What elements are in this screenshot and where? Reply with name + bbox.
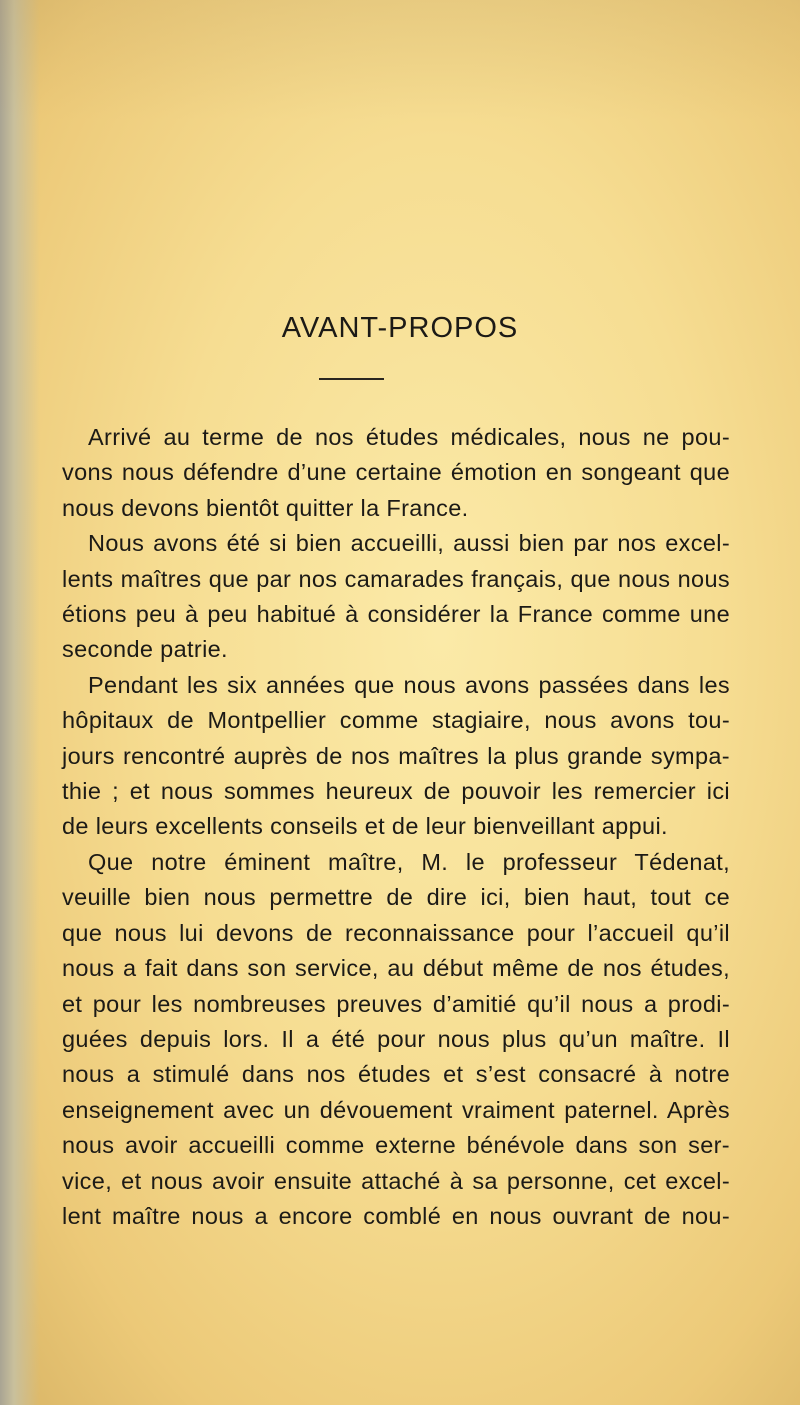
text-line: Que notre éminent maître, M. le professeur Tédenat, — [88, 848, 730, 875]
page-stain — [0, 0, 800, 120]
text-line: thie ; et nous sommes heureux de pouvoir les remercier ici — [62, 778, 730, 805]
text-line: nous a stimulé dans nos études et s’est consacré à notre — [62, 1061, 730, 1088]
text-line: étions peu à peu habitué à considérer la France comme une — [62, 601, 730, 628]
page-title: AVANT-PROPOS — [281, 312, 519, 344]
text-line: Nous avons été si bien accueilli, aussi bien par nos excel- — [88, 530, 730, 557]
text-line: jours rencontré auprès de nos maîtres la plus grande sympa- — [62, 742, 730, 769]
text-line: lent maître nous a encore comblé en nous ouvrant de nou- — [62, 1202, 730, 1229]
paragraph-1 — [62, 420, 730, 526]
title-rule — [319, 378, 384, 380]
page-binding-shadow — [0, 0, 40, 1405]
text-line: lents maîtres que par nos camarades français, que nous nous — [62, 565, 730, 592]
text-line: vice, et nous avoir ensuite attaché à sa personne, cet excel- — [62, 1167, 730, 1194]
text-line: enseignement avec un dévouement vraiment paternel. Après — [62, 1096, 730, 1123]
text-line: nous a fait dans son service, au début même de nos études, — [62, 955, 730, 982]
text-line: guées depuis lors. Il a été pour nous plus qu’un maître. Il — [62, 1025, 730, 1052]
text-line: de leurs excellents conseils et de leur bienveillant appui. — [62, 813, 668, 840]
text-line: vons nous défendre d’une certaine émotion en songeant que — [62, 459, 730, 486]
text-line: et pour les nombreuses preuves d’amitié qu’il nous a prodi- — [62, 990, 730, 1017]
text-line: veuille bien nous permettre de dire ici, bien haut, tout ce — [62, 884, 730, 911]
paragraph-3 — [62, 668, 730, 845]
text-line: seconde patrie. — [62, 636, 228, 663]
body-text — [62, 420, 730, 1234]
text-line: nous devons bientôt quitter la France. — [62, 494, 469, 521]
paragraph-4 — [62, 845, 730, 1234]
text-line: nous avoir accueilli comme externe bénévole dans son ser- — [62, 1132, 730, 1159]
text-line: Pendant les six années que nous avons passées dans les — [88, 671, 730, 698]
text-line: Arrivé au terme de nos études médicales, nous ne pou- — [88, 424, 730, 450]
text-line: que nous lui devons de reconnaissance pour l’accueil qu’il — [62, 919, 730, 946]
text-line: hôpitaux de Montpellier comme stagiaire, nous avons tou- — [62, 707, 730, 734]
paragraph-2 — [62, 526, 730, 668]
